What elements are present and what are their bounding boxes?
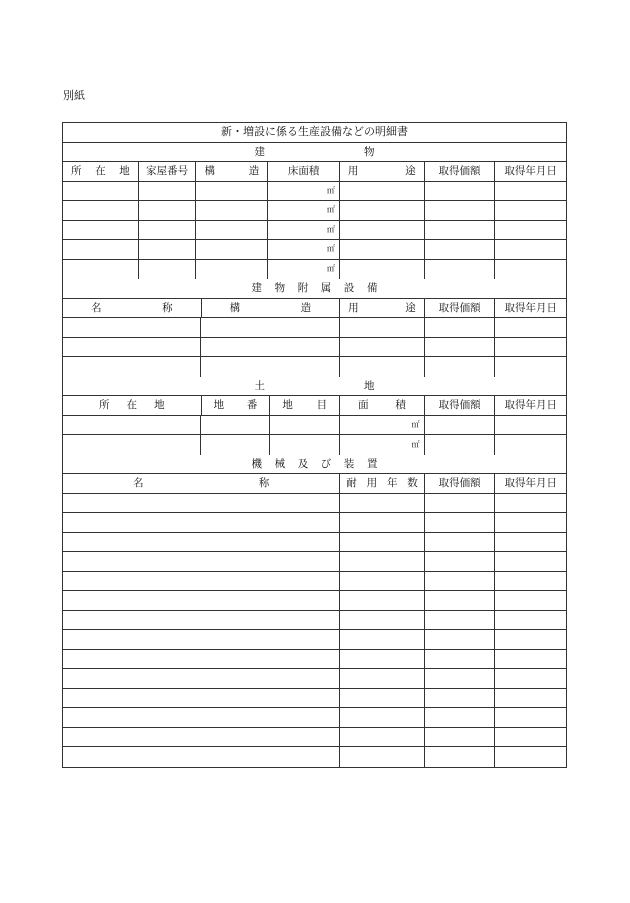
- header-use: 用 途: [340, 299, 425, 318]
- header-structure: 構 造: [196, 162, 268, 181]
- machinery-data-row: [63, 630, 566, 650]
- header-cost: 取得価額: [425, 162, 496, 181]
- buildings-entry-cell[interactable]: [495, 221, 566, 240]
- header-date: 取得年月日: [504, 301, 557, 314]
- square-meter-unit: ㎡: [326, 185, 335, 195]
- fixtures-entry-cell[interactable]: [340, 338, 425, 357]
- land-entry-cell[interactable]: [63, 416, 201, 435]
- fixtures-data-row: [63, 357, 566, 377]
- buildings-entry-cell[interactable]: [196, 182, 268, 201]
- machinery-entry-cell[interactable]: [425, 494, 496, 513]
- header-date: 取得年月日: [504, 477, 557, 490]
- land-data-row: [63, 416, 566, 436]
- header-name: 名 称: [63, 474, 340, 493]
- machinery-entry-cell[interactable]: [63, 669, 340, 688]
- square-meter-unit: ㎡: [326, 205, 335, 215]
- buildings-entry-cell[interactable]: [139, 201, 197, 220]
- machinery-entry-cell[interactable]: [63, 533, 340, 552]
- machinery-entry-cell[interactable]: [63, 611, 340, 630]
- machinery-data-row: [63, 669, 566, 689]
- header-cost: 取得価額: [425, 396, 496, 415]
- machinery-entry-cell[interactable]: [63, 747, 340, 767]
- machinery-entry-cell[interactable]: [63, 572, 340, 591]
- fixtures-entry-cell[interactable]: [340, 318, 425, 337]
- fixtures-entry-cell[interactable]: [201, 338, 339, 357]
- buildings-entry-cell[interactable]: [196, 240, 268, 259]
- fixtures-entry-cell[interactable]: [495, 357, 566, 377]
- machinery-entry-cell[interactable]: [495, 552, 566, 571]
- buildings-entry-cell[interactable]: [268, 240, 340, 259]
- machinery-entry-cell[interactable]: [495, 611, 566, 630]
- machinery-data-row: [63, 591, 566, 611]
- fixtures-entry-cell[interactable]: [425, 338, 496, 357]
- machinery-entry-cell[interactable]: [340, 552, 425, 571]
- machinery-entry-cell[interactable]: [340, 650, 425, 669]
- buildings-section-label: 建 物: [254, 145, 375, 158]
- header-cost: 取得価額: [425, 474, 496, 493]
- square-meter-unit: ㎡: [326, 244, 335, 254]
- land-entry-cell[interactable]: [340, 435, 425, 455]
- machinery-entry-cell[interactable]: [340, 728, 425, 747]
- machinery-entry-cell[interactable]: [495, 728, 566, 747]
- buildings-entry-cell[interactable]: [495, 260, 566, 280]
- fixtures-entry-cell[interactable]: [340, 357, 425, 377]
- buildings-entry-cell[interactable]: [425, 221, 496, 240]
- buildings-entry-cell[interactable]: [340, 260, 425, 280]
- buildings-entry-cell[interactable]: [340, 240, 425, 259]
- fixtures-entry-cell[interactable]: [63, 338, 201, 357]
- equipment-detail-form: [62, 122, 567, 768]
- machinery-entry-cell[interactable]: [63, 513, 340, 532]
- land-data-row: [63, 435, 566, 455]
- land-entry-cell[interactable]: [425, 435, 496, 455]
- header-location: 所 在 地: [63, 162, 139, 181]
- form-title-row: [63, 123, 566, 143]
- buildings-entry-cell[interactable]: [425, 201, 496, 220]
- attachment-label: 別紙: [63, 89, 85, 102]
- buildings-entry-cell[interactable]: [268, 221, 340, 240]
- land-entry-cell[interactable]: [201, 416, 270, 435]
- buildings-entry-cell[interactable]: [340, 201, 425, 220]
- machinery-entry-cell[interactable]: [340, 747, 425, 767]
- machinery-entry-cell[interactable]: [425, 552, 496, 571]
- buildings-entry-cell[interactable]: [139, 240, 197, 259]
- buildings-entry-cell[interactable]: [425, 182, 496, 201]
- header-cost: 取得価額: [425, 299, 496, 318]
- buildings-entry-cell[interactable]: [425, 240, 496, 259]
- fixtures-entry-cell[interactable]: [425, 318, 496, 337]
- machinery-entry-cell[interactable]: [63, 689, 340, 708]
- header-location: 所 在 地: [63, 396, 202, 415]
- machinery-header-row: [63, 474, 566, 494]
- buildings-entry-cell[interactable]: [268, 201, 340, 220]
- buildings-entry-cell[interactable]: [63, 182, 139, 201]
- machinery-data-row: [63, 728, 566, 748]
- header-useful-life: 耐 用 年 数: [340, 474, 425, 493]
- fixtures-section-label: 建 物 附 属 設 備: [251, 282, 378, 295]
- machinery-entry-cell[interactable]: [495, 689, 566, 708]
- machinery-entry-cell[interactable]: [495, 513, 566, 532]
- fixtures-entry-cell[interactable]: [63, 318, 201, 337]
- buildings-entry-cell[interactable]: [340, 221, 425, 240]
- buildings-section-row: [63, 143, 566, 163]
- machinery-entry-cell[interactable]: [425, 591, 496, 610]
- machinery-entry-cell[interactable]: [495, 708, 566, 727]
- machinery-entry-cell[interactable]: [340, 513, 425, 532]
- fixtures-entry-cell[interactable]: [425, 357, 496, 377]
- machinery-entry-cell[interactable]: [495, 669, 566, 688]
- machinery-data-row: [63, 689, 566, 709]
- buildings-header-row: [63, 162, 566, 182]
- form-title: 新・増設に係る生産設備などの明細書: [221, 125, 408, 139]
- fixtures-entry-cell[interactable]: [63, 357, 201, 377]
- machinery-entry-cell[interactable]: [63, 552, 340, 571]
- header-area: 面 積: [340, 396, 425, 415]
- square-meter-unit: ㎡: [411, 419, 420, 429]
- header-lot-number: 地 番: [202, 396, 271, 415]
- machinery-entry-cell[interactable]: [495, 650, 566, 669]
- machinery-data-row: [63, 747, 566, 767]
- header-land-category: 地 目: [270, 396, 340, 415]
- machinery-entry-cell[interactable]: [63, 650, 340, 669]
- machinery-entry-cell[interactable]: [495, 630, 566, 649]
- machinery-entry-cell[interactable]: [340, 689, 425, 708]
- land-entry-cell[interactable]: [270, 435, 340, 455]
- machinery-entry-cell[interactable]: [63, 494, 340, 513]
- square-meter-unit: ㎡: [326, 264, 335, 274]
- square-meter-unit: ㎡: [411, 439, 420, 449]
- header-floor-area: 床面積: [268, 162, 340, 181]
- buildings-entry-cell[interactable]: [425, 260, 496, 280]
- square-meter-unit: ㎡: [326, 224, 335, 234]
- buildings-entry-cell[interactable]: [196, 201, 268, 220]
- buildings-entry-cell[interactable]: [63, 201, 139, 220]
- buildings-data-row: [63, 182, 566, 202]
- machinery-entry-cell[interactable]: [425, 650, 496, 669]
- machinery-entry-cell[interactable]: [63, 708, 340, 727]
- machinery-entry-cell[interactable]: [340, 630, 425, 649]
- machinery-entry-cell[interactable]: [340, 572, 425, 591]
- land-entry-cell[interactable]: [340, 416, 425, 435]
- machinery-entry-cell[interactable]: [425, 630, 496, 649]
- machinery-data-row: [63, 533, 566, 553]
- machinery-entry-cell[interactable]: [495, 572, 566, 591]
- buildings-entry-cell[interactable]: [139, 260, 197, 280]
- fixtures-entry-cell[interactable]: [495, 338, 566, 357]
- machinery-entry-cell[interactable]: [425, 669, 496, 688]
- buildings-entry-cell[interactable]: [495, 201, 566, 220]
- machinery-data-row: [63, 494, 566, 514]
- buildings-entry-cell[interactable]: [495, 182, 566, 201]
- buildings-entry-cell[interactable]: [63, 240, 139, 259]
- land-section-row: [63, 377, 566, 397]
- machinery-section-row: [63, 455, 566, 475]
- fixtures-data-row: [63, 338, 566, 358]
- buildings-entry-cell[interactable]: [139, 182, 197, 201]
- machinery-data-row: [63, 572, 566, 592]
- header-date: 取得年月日: [504, 399, 557, 412]
- fixtures-entry-cell[interactable]: [201, 318, 339, 337]
- buildings-data-row: [63, 260, 566, 280]
- fixtures-entry-cell[interactable]: [201, 357, 339, 377]
- buildings-entry-cell[interactable]: [196, 221, 268, 240]
- buildings-entry-cell[interactable]: [340, 182, 425, 201]
- machinery-entry-cell[interactable]: [63, 630, 340, 649]
- buildings-entry-cell[interactable]: [268, 260, 340, 280]
- buildings-data-row: [63, 201, 566, 221]
- machinery-entry-cell[interactable]: [425, 572, 496, 591]
- header-date: 取得年月日: [504, 165, 557, 178]
- machinery-entry-cell[interactable]: [425, 708, 496, 727]
- fixtures-header-row: [63, 299, 566, 319]
- buildings-entry-cell[interactable]: [495, 240, 566, 259]
- land-section-label: 土 地: [254, 379, 375, 392]
- fixtures-section-row: [63, 279, 566, 299]
- machinery-entry-cell[interactable]: [425, 728, 496, 747]
- buildings-entry-cell[interactable]: [139, 221, 197, 240]
- machinery-section-label: 機 械 及 び 装 置: [251, 457, 378, 470]
- land-entry-cell[interactable]: [495, 435, 566, 455]
- machinery-entry-cell[interactable]: [425, 533, 496, 552]
- land-entry-cell[interactable]: [201, 435, 270, 455]
- machinery-entry-cell[interactable]: [340, 533, 425, 552]
- buildings-entry-cell[interactable]: [63, 221, 139, 240]
- land-entry-cell[interactable]: [270, 416, 340, 435]
- buildings-data-row: [63, 221, 566, 241]
- land-entry-cell[interactable]: [495, 416, 566, 435]
- buildings-entry-cell[interactable]: [268, 182, 340, 201]
- machinery-entry-cell[interactable]: [425, 611, 496, 630]
- machinery-data-row: [63, 552, 566, 572]
- machinery-entry-cell[interactable]: [340, 591, 425, 610]
- buildings-entry-cell[interactable]: [196, 260, 268, 280]
- header-use: 用 途: [340, 162, 425, 181]
- machinery-entry-cell[interactable]: [340, 669, 425, 688]
- machinery-entry-cell[interactable]: [425, 747, 496, 767]
- machinery-entry-cell[interactable]: [495, 591, 566, 610]
- land-entry-cell[interactable]: [63, 435, 201, 455]
- land-header-row: [63, 396, 566, 416]
- machinery-entry-cell[interactable]: [495, 494, 566, 513]
- machinery-entry-cell[interactable]: [340, 708, 425, 727]
- machinery-data-row: [63, 513, 566, 533]
- machinery-entry-cell[interactable]: [340, 611, 425, 630]
- machinery-data-row: [63, 708, 566, 728]
- fixtures-entry-cell[interactable]: [495, 318, 566, 337]
- buildings-data-row: [63, 240, 566, 260]
- machinery-entry-cell[interactable]: [425, 513, 496, 532]
- header-name: 名 称: [63, 299, 202, 318]
- machinery-data-row: [63, 611, 566, 631]
- land-entry-cell[interactable]: [425, 416, 496, 435]
- machinery-entry-cell[interactable]: [495, 747, 566, 767]
- machinery-entry-cell[interactable]: [63, 591, 340, 610]
- header-structure: 構 造: [202, 299, 341, 318]
- header-house-number: 家屋番号: [139, 162, 197, 181]
- machinery-entry-cell[interactable]: [495, 533, 566, 552]
- machinery-entry-cell[interactable]: [425, 689, 496, 708]
- machinery-entry-cell[interactable]: [340, 494, 425, 513]
- fixtures-data-row: [63, 318, 566, 338]
- machinery-entry-cell[interactable]: [63, 728, 340, 747]
- buildings-entry-cell[interactable]: [63, 260, 139, 280]
- machinery-data-row: [63, 650, 566, 670]
